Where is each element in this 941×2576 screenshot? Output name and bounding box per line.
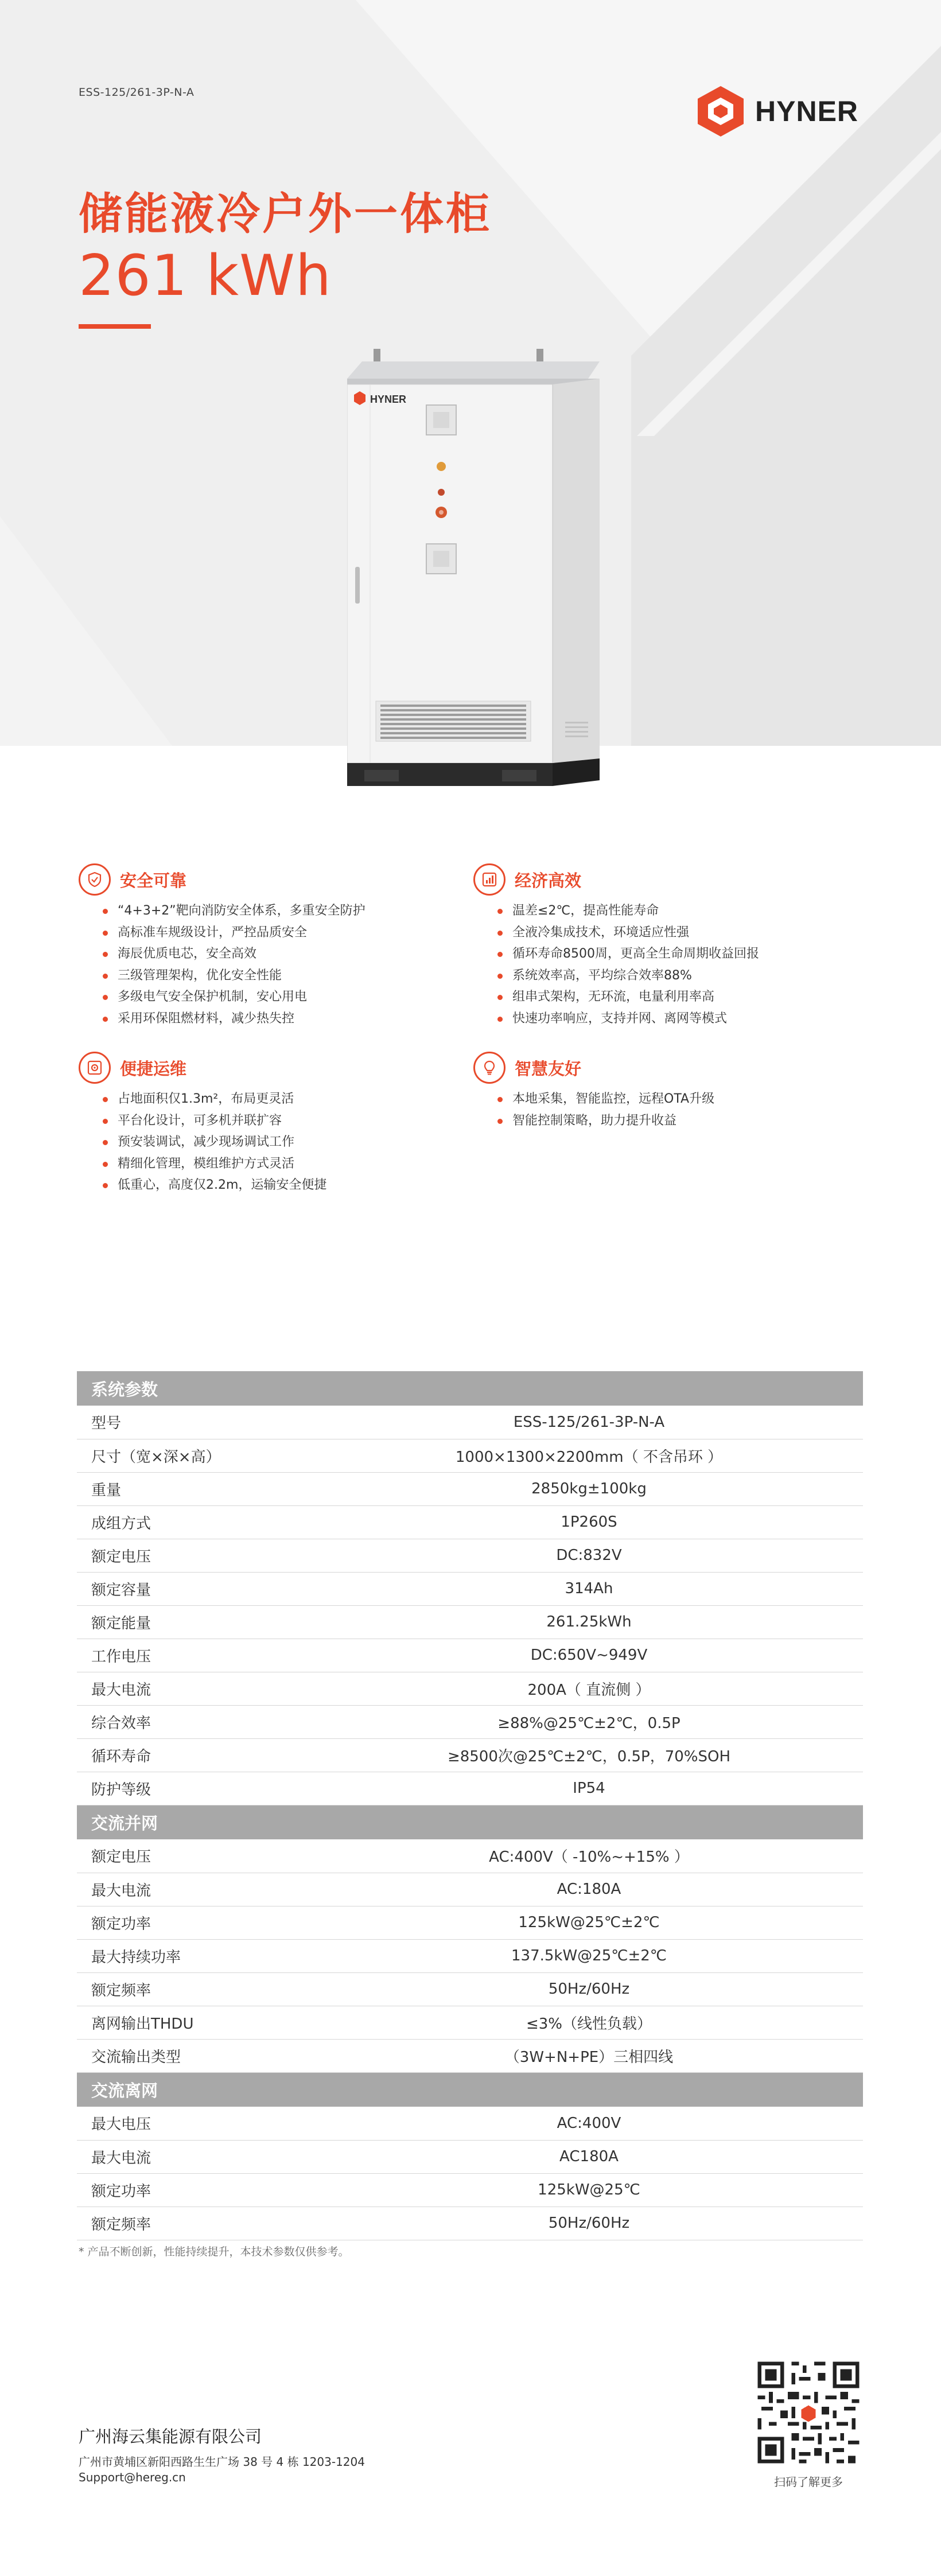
hyner-logo: [695, 85, 858, 138]
table-row: 型号 ESS-125/261-3P-N-A: [77, 1406, 863, 1439]
feature-item: 海辰优质电芯，安全高效: [103, 943, 365, 965]
table-row: 重量 2850kg±100kg: [77, 1472, 863, 1505]
feature-item: 采用环保阻燃材料，减少热失控: [103, 1008, 365, 1030]
feature-item: “4+3+2”靶向消防安全体系，多重安全防护: [103, 900, 365, 922]
feature-item: 预安装调试，减少现场调试工作: [103, 1131, 326, 1153]
company-name: 广州海云集能源有限公司: [79, 2427, 262, 2446]
table-row: 最大电流 AC:180A: [77, 1873, 863, 1906]
table-row: 额定功率 125kW@25℃: [77, 2173, 863, 2207]
table-row: 最大持续功率 137.5kW@25℃±2℃: [77, 1939, 863, 1972]
tool-icon: [79, 1052, 111, 1084]
feature-maintenance: [79, 1052, 326, 1196]
table-row: 额定电压 DC:832V: [77, 1539, 863, 1572]
table-row: 综合效率 ≥88%@25℃±2℃，0.5P: [77, 1705, 863, 1738]
table-row: 循环寿命 ≥8500次@25℃±2℃，0.5P，70%SOH: [77, 1738, 863, 1772]
table-row: 额定频率 50Hz/60Hz: [77, 2207, 863, 2240]
table-row: 额定功率 125kW@25℃±2℃: [77, 1906, 863, 1939]
feature-item: 平台化设计，可多机并联扩容: [103, 1110, 326, 1132]
shield-icon: [79, 863, 111, 896]
bar-chart-icon: [473, 863, 506, 896]
company-address: 广州市黄埔区新阳西路生生广场 38 号 4 栋 1203-1204: [79, 2455, 365, 2469]
feature-item: 温差≤2℃，提高性能寿命: [497, 900, 759, 922]
feature-item: 快速功率响应，支持并网、离网等模式: [497, 1008, 759, 1030]
spec-section-header: 交流并网: [77, 1805, 863, 1839]
feature-economy: [473, 863, 759, 1029]
hyner-logo-icon: [695, 85, 746, 138]
feature-item: 智能控制策略，助力提升收益: [497, 1110, 714, 1132]
feature-item: 低重心，高度仅2.2m，运输安全便捷: [103, 1174, 326, 1196]
table-row: 最大电压 AC:400V: [77, 2107, 863, 2140]
feature-item: 多级电气安全保护机制，安心用电: [103, 986, 365, 1008]
table-row: 最大电流 200A（ 直流侧 ）: [77, 1672, 863, 1705]
product-capacity: 261 kWh: [79, 243, 332, 309]
cabinet-image: [347, 349, 600, 808]
qr-caption: 扫码了解更多: [774, 2475, 843, 2489]
lightbulb-icon: [473, 1052, 506, 1084]
title-underline: [79, 324, 151, 329]
spec-section-header: 系统参数: [77, 1371, 863, 1406]
table-row: 额定能量 261.25kWh: [77, 1605, 863, 1639]
feature-smart: [473, 1052, 714, 1131]
feature-item: 本地采集，智能监控，远程OTA升级: [497, 1088, 714, 1110]
brand-name: HYNER: [755, 95, 859, 127]
feature-item: 组串式架构，无环流，电量利用率高: [497, 986, 759, 1008]
feature-safety: [79, 863, 365, 1029]
spec-section-header: 交流离网: [77, 2072, 863, 2107]
table-row: 额定频率 50Hz/60Hz: [77, 1972, 863, 2006]
table-row: 尺寸（宽×深×高） 1000×1300×2200mm（ 不含吊环 ）: [77, 1439, 863, 1472]
feature-item: 高标准车规级设计，严控品质安全: [103, 922, 365, 944]
qr-code[interactable]: [754, 2358, 863, 2467]
table-row: 成组方式 1P260S: [77, 1505, 863, 1539]
spec-table: [77, 1371, 863, 2240]
table-row: 交流输出类型 （3W+N+PE）三相四线: [77, 2039, 863, 2072]
table-row: 防护等级 IP54: [77, 1772, 863, 1805]
feature-item: 精细化管理，模组维护方式灵活: [103, 1153, 326, 1175]
spec-note: * 产品不断创新，性能持续提升，本技术参数仅供参考。: [79, 2246, 349, 2258]
table-row: 最大电流 AC180A: [77, 2140, 863, 2173]
feature-title: 安全可靠: [120, 870, 187, 890]
cabinet-badge: HYNER: [370, 394, 407, 405]
feature-title: 便捷运维: [120, 1059, 187, 1079]
table-row: 额定电压 AC:400V（ -10%~+15% ）: [77, 1839, 863, 1873]
feature-item: 全液冷集成技术，环境适应性强: [497, 922, 759, 944]
feature-item: 三级管理架构，优化安全性能: [103, 965, 365, 987]
product-title: 储能液冷户外一体柜: [79, 188, 492, 239]
feature-item: 系统效率高，平均综合效率88%: [497, 965, 759, 987]
feature-item: 占地面积仅1.3m²，布局更灵活: [103, 1088, 326, 1110]
table-row: 离网输出THDU ≤3%（线性负载）: [77, 2006, 863, 2039]
feature-item: 循环寿命8500周，更高全生命周期收益回报: [497, 943, 759, 965]
model-code: ESS-125/261-3P-N-A: [79, 86, 195, 99]
feature-title: 经济高效: [515, 870, 582, 890]
feature-title: 智慧友好: [515, 1059, 582, 1079]
table-row: 额定容量 314Ah: [77, 1572, 863, 1605]
table-row: 工作电压 DC:650V~949V: [77, 1639, 863, 1672]
support-email[interactable]: Support@hereg.cn: [79, 2470, 186, 2484]
